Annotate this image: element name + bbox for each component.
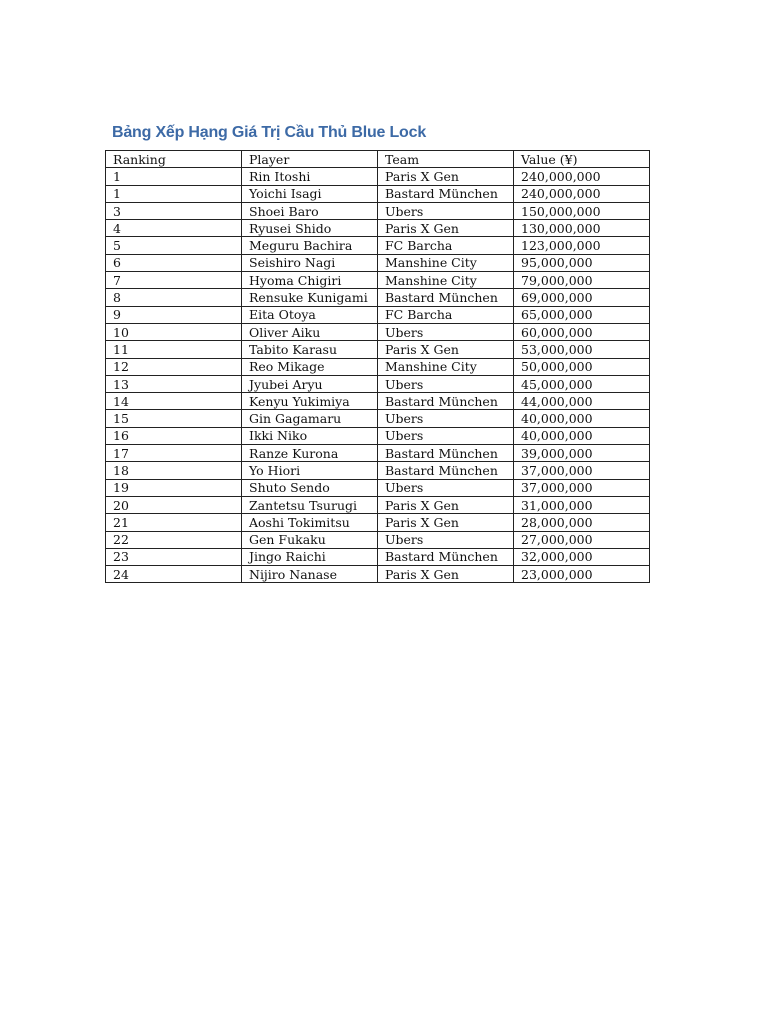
cell-ranking: 22: [106, 531, 242, 548]
cell-team: Ubers: [378, 375, 514, 392]
cell-ranking: 1: [106, 168, 242, 185]
cell-team: Bastard München: [378, 289, 514, 306]
cell-team: Paris X Gen: [378, 168, 514, 185]
page-title: Bảng Xếp Hạng Giá Trị Cầu Thủ Blue Lock: [112, 124, 427, 141]
cell-value: 69,000,000: [514, 289, 650, 306]
cell-ranking: 17: [106, 445, 242, 462]
cell-player: Jyubei Aryu: [242, 375, 378, 392]
table-row: [106, 375, 650, 392]
table-row: [106, 185, 650, 202]
cell-value: 95,000,000: [514, 254, 650, 271]
cell-value: 79,000,000: [514, 272, 650, 289]
cell-player: Aoshi Tokimitsu: [242, 514, 378, 531]
cell-ranking: 15: [106, 410, 242, 427]
cell-value: 50,000,000: [514, 358, 650, 375]
cell-team: Bastard München: [378, 393, 514, 410]
cell-team: Ubers: [378, 531, 514, 548]
header-team: Team: [378, 151, 514, 168]
cell-value: 32,000,000: [514, 548, 650, 565]
cell-value: 23,000,000: [514, 566, 650, 583]
cell-team: Bastard München: [378, 462, 514, 479]
table-body: [106, 168, 650, 583]
cell-player: Ranze Kurona: [242, 445, 378, 462]
cell-value: 37,000,000: [514, 462, 650, 479]
cell-team: Bastard München: [378, 548, 514, 565]
table-row: [106, 220, 650, 237]
cell-player: Reo Mikage: [242, 358, 378, 375]
cell-value: 31,000,000: [514, 496, 650, 513]
table-row: [106, 341, 650, 358]
cell-player: Oliver Aiku: [242, 323, 378, 340]
cell-ranking: 7: [106, 272, 242, 289]
cell-ranking: 14: [106, 393, 242, 410]
cell-ranking: 16: [106, 427, 242, 444]
ranking-table: [105, 150, 650, 583]
cell-player: Eita Otoya: [242, 306, 378, 323]
cell-value: 40,000,000: [514, 427, 650, 444]
cell-ranking: 23: [106, 548, 242, 565]
table-row: [106, 358, 650, 375]
cell-ranking: 6: [106, 254, 242, 271]
cell-player: Shuto Sendo: [242, 479, 378, 496]
table-row: [106, 548, 650, 565]
cell-ranking: 24: [106, 566, 242, 583]
cell-ranking: 19: [106, 479, 242, 496]
cell-ranking: 5: [106, 237, 242, 254]
cell-player: Yoichi Isagi: [242, 185, 378, 202]
cell-team: Ubers: [378, 427, 514, 444]
cell-ranking: 12: [106, 358, 242, 375]
cell-player: Rin Itoshi: [242, 168, 378, 185]
cell-ranking: 13: [106, 375, 242, 392]
cell-value: 40,000,000: [514, 410, 650, 427]
cell-value: 240,000,000: [514, 185, 650, 202]
table-row: [106, 272, 650, 289]
cell-player: Rensuke Kunigami: [242, 289, 378, 306]
table-row: [106, 254, 650, 271]
cell-value: 27,000,000: [514, 531, 650, 548]
cell-team: Manshine City: [378, 272, 514, 289]
table-row: [106, 306, 650, 323]
cell-value: 44,000,000: [514, 393, 650, 410]
table-row: [106, 479, 650, 496]
table-row: [106, 202, 650, 219]
header-player: Player: [242, 151, 378, 168]
table-header-row: [106, 151, 650, 168]
cell-team: FC Barcha: [378, 237, 514, 254]
table-row: [106, 393, 650, 410]
cell-player: Ikki Niko: [242, 427, 378, 444]
cell-team: Ubers: [378, 410, 514, 427]
cell-value: 60,000,000: [514, 323, 650, 340]
cell-player: Nijiro Nanase: [242, 566, 378, 583]
cell-value: 45,000,000: [514, 375, 650, 392]
table-row: [106, 427, 650, 444]
cell-team: Paris X Gen: [378, 496, 514, 513]
cell-player: Gen Fukaku: [242, 531, 378, 548]
table-row: [106, 566, 650, 583]
cell-player: Jingo Raichi: [242, 548, 378, 565]
table-row: [106, 289, 650, 306]
cell-team: Paris X Gen: [378, 514, 514, 531]
cell-value: 53,000,000: [514, 341, 650, 358]
cell-value: 150,000,000: [514, 202, 650, 219]
cell-ranking: 8: [106, 289, 242, 306]
cell-player: Gin Gagamaru: [242, 410, 378, 427]
cell-value: 65,000,000: [514, 306, 650, 323]
table-row: [106, 462, 650, 479]
table-row: [106, 168, 650, 185]
header-value: Value (¥): [514, 151, 650, 168]
cell-ranking: 11: [106, 341, 242, 358]
cell-team: Manshine City: [378, 358, 514, 375]
table-row: [106, 410, 650, 427]
cell-team: Paris X Gen: [378, 220, 514, 237]
cell-value: 123,000,000: [514, 237, 650, 254]
cell-ranking: 9: [106, 306, 242, 323]
cell-player: Hyoma Chigiri: [242, 272, 378, 289]
cell-team: Ubers: [378, 479, 514, 496]
cell-player: Yo Hiori: [242, 462, 378, 479]
table-row: [106, 514, 650, 531]
cell-value: 130,000,000: [514, 220, 650, 237]
cell-team: Ubers: [378, 202, 514, 219]
cell-team: Manshine City: [378, 254, 514, 271]
cell-player: Kenyu Yukimiya: [242, 393, 378, 410]
cell-player: Shoei Baro: [242, 202, 378, 219]
cell-team: FC Barcha: [378, 306, 514, 323]
cell-player: Zantetsu Tsurugi: [242, 496, 378, 513]
table-row: [106, 445, 650, 462]
cell-value: 39,000,000: [514, 445, 650, 462]
cell-value: 37,000,000: [514, 479, 650, 496]
cell-ranking: 18: [106, 462, 242, 479]
cell-team: Ubers: [378, 323, 514, 340]
table-row: [106, 237, 650, 254]
cell-team: Bastard München: [378, 445, 514, 462]
cell-team: Bastard München: [378, 185, 514, 202]
cell-player: Seishiro Nagi: [242, 254, 378, 271]
table-row: [106, 323, 650, 340]
cell-ranking: 21: [106, 514, 242, 531]
header-ranking: Ranking: [106, 151, 242, 168]
cell-ranking: 10: [106, 323, 242, 340]
cell-player: Ryusei Shido: [242, 220, 378, 237]
cell-value: 28,000,000: [514, 514, 650, 531]
cell-player: Meguru Bachira: [242, 237, 378, 254]
cell-value: 240,000,000: [514, 168, 650, 185]
cell-ranking: 20: [106, 496, 242, 513]
cell-ranking: 4: [106, 220, 242, 237]
cell-team: Paris X Gen: [378, 341, 514, 358]
cell-ranking: 3: [106, 202, 242, 219]
cell-team: Paris X Gen: [378, 566, 514, 583]
cell-player: Tabito Karasu: [242, 341, 378, 358]
table-row: [106, 496, 650, 513]
cell-ranking: 1: [106, 185, 242, 202]
table-row: [106, 531, 650, 548]
